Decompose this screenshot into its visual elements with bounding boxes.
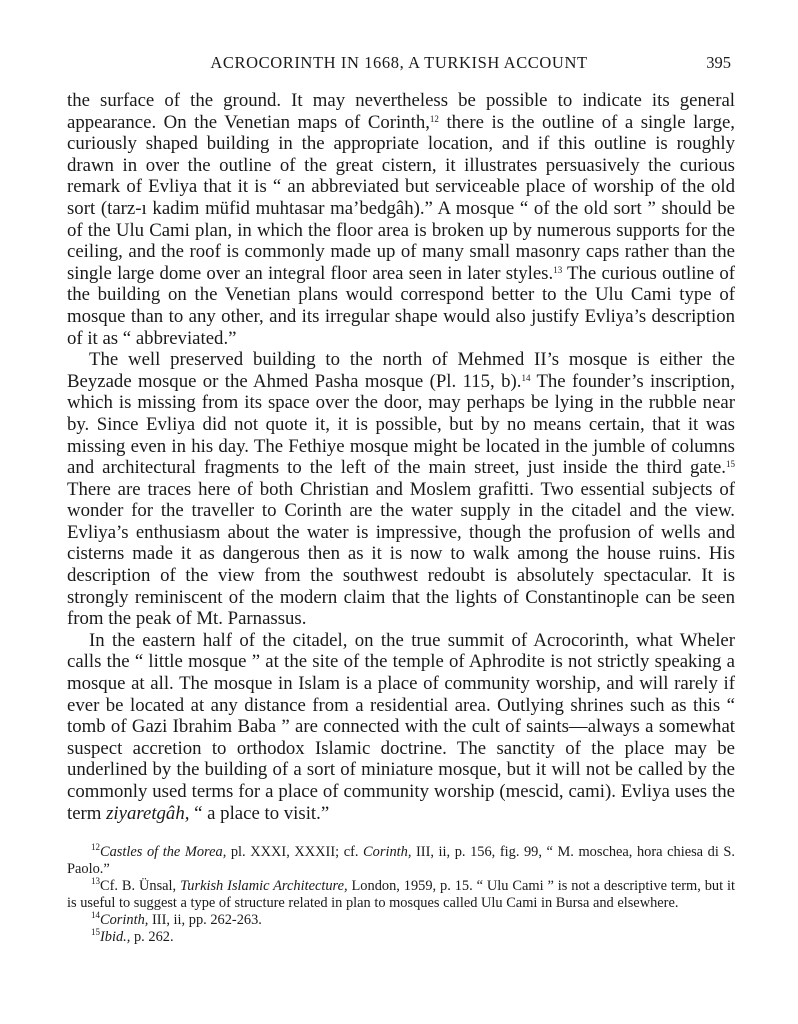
footnote-14: $^{14}$Corinth, III, ii, pp. 262-263. <box>91 910 262 928</box>
footnote-ref-13: 13 <box>553 264 563 275</box>
running-title: ACROCORINTH IN 1668, A TURKISH ACCOUNT <box>210 53 588 72</box>
footnote-15: $^{15}$Ibid., p. 262. <box>91 927 174 945</box>
footnote-ref-15: 15 <box>726 459 735 470</box>
footnote-12: $^{12}$Castles of the Morea, pl. XXXI, XXXII; cf. Corinth, III, ii, p. 156, fig. 99, “ M. moschea, hora chiesa di S. Paolo.” <box>67 842 736 877</box>
body-text <box>67 90 735 824</box>
footnote-ref-14: 14 <box>521 372 531 383</box>
footnotes <box>67 844 735 946</box>
paragraph-3: In the eastern half of the citadel, on the true summit of Acrocorinth, what Wheler calls the “ little mosque ” at the site of the temple of Aphrodite is not strictly speaking a mosque at all. The mosque in Islam is a place of community worship, and will rarely if ever be located at any distance from a residential area. Outlying shrines such as this “ tomb of Gazi Ibrahim Baba ” are connected with the cult of saints—always a somewhat suspect accretion to orthodox Islamic doctrine. The sanctity of the place may be underlined by the building of a sort of miniature mosque, but it will not be called by the commonly used terms for a place of community worship (mescid, cami). Evliya uses the term ziyaretgâh, “ a place to visit.” <box>67 629 735 824</box>
footnote-ref-12: 12 <box>429 113 439 124</box>
footnote-13: $^{13}$Cf. B. Ünsal, Turkish Islamic Architecture, London, 1959, p. 15. “ Ulu Cami ” is not a descriptive term, but it is useful to suggest a type of structure related in plan to mosques called Ulu Cami in Bursa and elsewhere. <box>67 876 736 911</box>
page-number: 395 <box>706 53 731 72</box>
italic-term: ziyaretgâh, <box>106 802 190 824</box>
running-header <box>67 52 731 76</box>
paragraph-2: The well preserved building to the north of Mehmed II’s mosque is either the Beyzade mosque or the Ahmed Pasha mosque (Pl. 115, b).$^{14}$ The founder’s inscription, which is missing from its space over the door, may perhaps be lying in the rubble near by. Since Evliya did not quote it, it is possible, but by no means certain, that it was missing even in his day. The Fethiye mosque might be located in the jumble of columns and architectural fragments to the left of the main street, just inside the third gate.$^{15}$ There are traces here of both Christian and Moslem grafitti. Two essential subjects of wonder for the traveller to Corinth are the water supply in the citadel and the view. Evliya’s enthusiasm about the water is impressive, though the profusion of wells and cisterns made it as dangerous then as it is now to walk among the house ruins. His description of the view from the southwest redoubt is absolutely spectacular. It is strongly reminiscent of the modern claim that the lights of Constantinople can be seen from the peak of Mt. Parnassus. <box>67 349 736 630</box>
paragraph-1: the surface of the ground. It may nevertheless be possible to indicate its general appearance. On the Venetian maps of Corinth,$^{12}$ there is the outline of a single large, curiously shaped building in the appropriate location, and if this outline is roughly drawn in over the outline of the great cistern, it illustrates persuasively the curious remark of Evliya that it is “ an abbreviated but serviceable place of worship of the old sort (tarz-ı kadim müfid muhtasar ma’bedgâh).” A mosque “ of the old sort ” should be of the Ulu Cami plan, in which the floor area is broken up by numerous supports for the ceiling, and the roof is commonly made up of many small masonry caps rather than the single large dome over an integral floor area seen in later styles.$^{13}$ The curious outline of the building on the Venetian plans would correspond better to the Ulu Cami type of mosque than to any other, and its irregular shape would also justify Evliya’s description of it as “ abbreviated.” <box>67 90 736 349</box>
